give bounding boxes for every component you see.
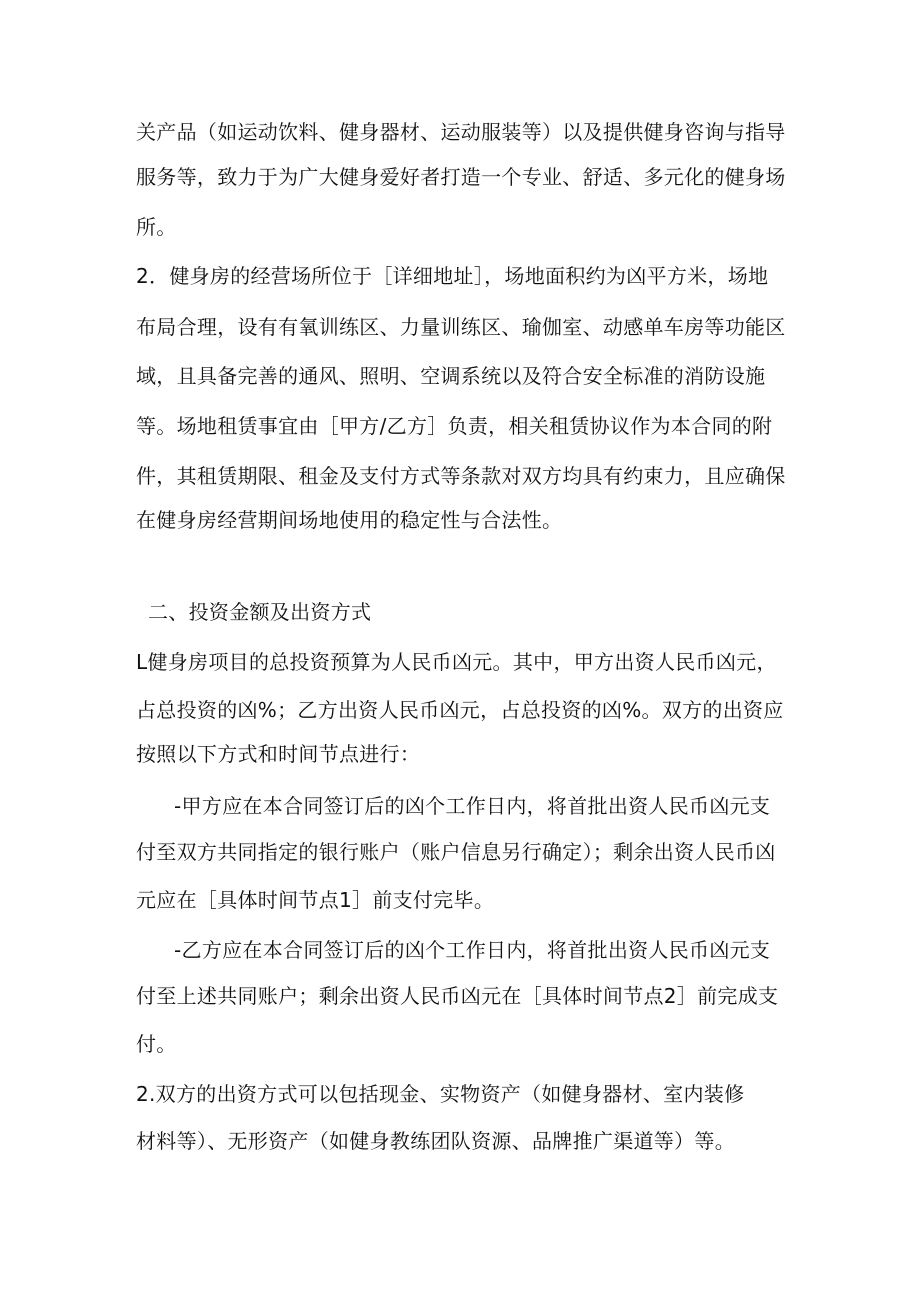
paragraph-line: 件，其租赁期限、租金及支付方式等条款对双方均具有约束力，且应确保 <box>136 464 786 488</box>
paragraph-line: 按照以下方式和时间节点进行： <box>136 742 421 766</box>
paragraph-line: 2．健身房的经营场所位于［详细地址］，场地面积约为凶平方米，场地 <box>136 264 769 288</box>
paragraph-line: 付至上述共同账户；剩余出资人民币凶元在［具体时间节点2］前完成支 <box>136 984 779 1008</box>
paragraph-line: 元应在［具体时间节点1］前支付完毕。 <box>136 888 495 912</box>
paragraph-line: 布局合理，设有有氧训练区、力量训练区、瑜伽室、动感单车房等功能区 <box>136 315 786 339</box>
paragraph-line: 付至双方共同指定的银行账户（账户信息另行确定）；剩余出资人民币凶 <box>136 840 776 864</box>
paragraph-line: 占总投资的凶%；乙方出资人民币凶元，占总投资的凶%。双方的出资应 <box>136 698 784 722</box>
paragraph-line: 材料等）、无形资产（如健身教练团队资源、品牌推广渠道等）等。 <box>136 1129 735 1153</box>
paragraph-line: 付。 <box>136 1032 177 1056</box>
paragraph-line: -甲方应在本合同签订后的凶个工作日内，将首批出资人民币凶元支 <box>174 794 771 818</box>
paragraph-line: L健身房项目的总投资预算为人民币凶元。其中，甲方出资人民币凶元， <box>136 650 777 674</box>
paragraph-line: 2.双方的出资方式可以包括现金、实物资产（如健身器材、室内装修 <box>136 1082 745 1106</box>
paragraph-line: -乙方应在本合同签订后的凶个工作日内，将首批出资人民币凶元支 <box>174 938 771 962</box>
section-heading: 二、投资金额及出资方式 <box>148 600 372 624</box>
paragraph-line: 等。场地租赁事宜由［甲方/乙方］负责，相关租赁协议作为本合同的附 <box>136 414 773 438</box>
paragraph-line: 在健身房经营期间场地使用的稳定性与合法性。 <box>136 508 563 532</box>
paragraph-line: 所。 <box>136 215 177 239</box>
paragraph-line: 域，且具备完善的通风、照明、空调系统以及符合安全标准的消防设施 <box>136 364 766 388</box>
paragraph-line: 关产品（如运动饮料、健身器材、运动服装等）以及提供健身咨询与指导 <box>136 120 786 144</box>
paragraph-line: 服务等，致力于为广大健身爱好者打造一个专业、舒适、多元化的健身场 <box>136 165 786 189</box>
